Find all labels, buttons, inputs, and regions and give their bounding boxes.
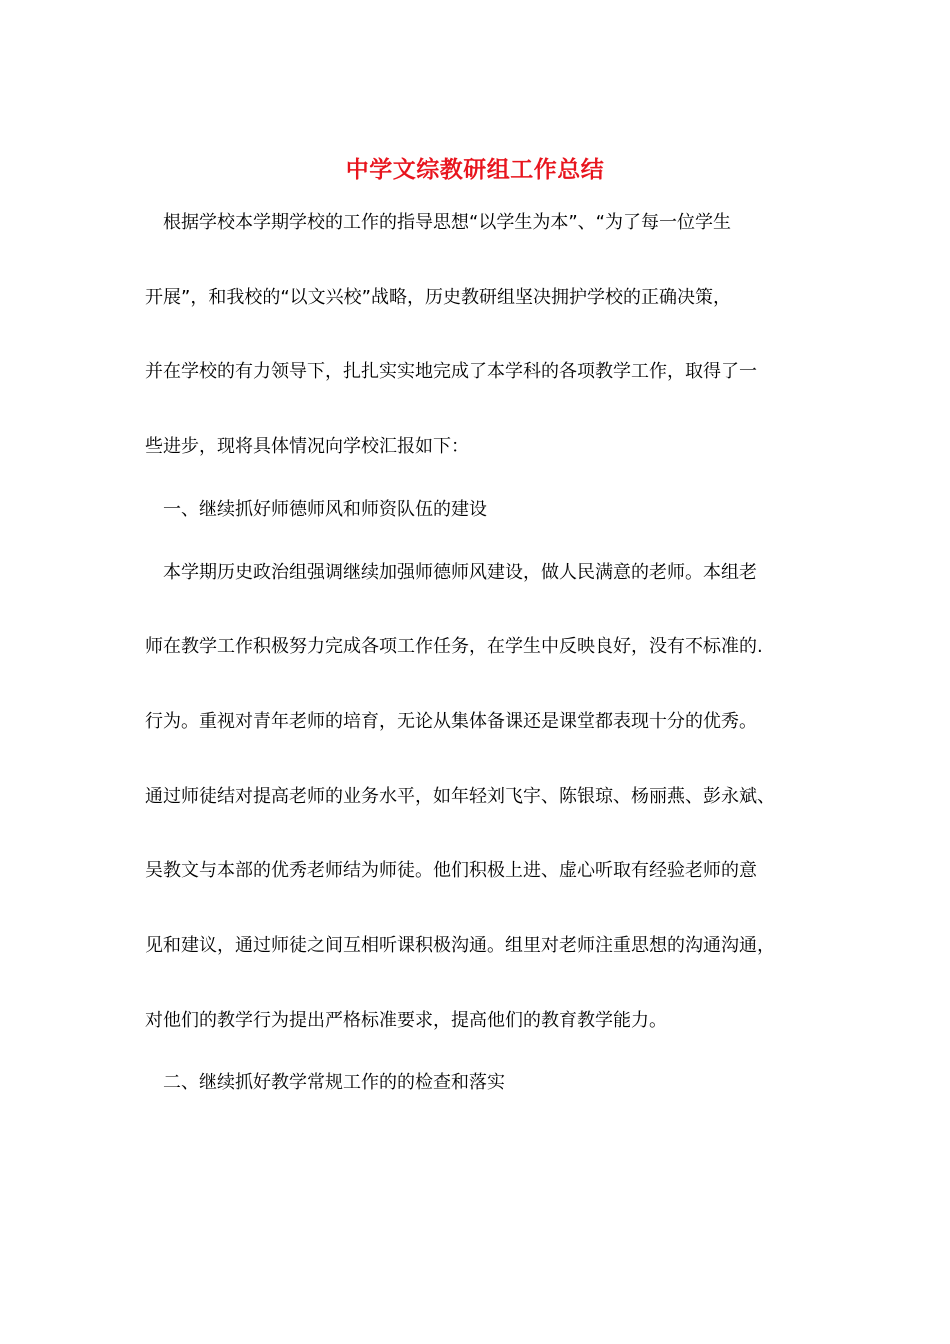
paragraph-1-line-4: 些进步，现将具体情况向学校汇报如下： — [145, 436, 469, 457]
paragraph-2-line-5: 吴教文与本部的优秀老师结为师徒。他们积极上进、虚心听取有经验老师的意 — [145, 860, 757, 881]
paragraph-1-line-2: 开展”，和我校的“以文兴校”战略，历史教研组坚决拥护学校的正确决策， — [145, 287, 731, 308]
section-heading-2: 二、继续抓好教学常规工作的的检查和落实 — [163, 1072, 505, 1093]
paragraph-2-line-4: 通过师徒结对提高老师的业务水平，如年轻刘飞宇、陈银琼、杨丽燕、彭永斌、 — [145, 786, 775, 807]
paragraph-1-line-1: 根据学校本学期学校的工作的指导思想“以学生为本”、“为了每一位学生 — [163, 212, 731, 233]
paragraph-2-line-6: 见和建议，通过师徒之间互相听课积极沟通。组里对老师注重思想的沟通沟通， — [145, 935, 775, 956]
paragraph-2-line-7: 对他们的教学行为提出严格标准要求，提高他们的教育教学能力。 — [145, 1010, 667, 1031]
paragraph-2-line-2: 师在教学工作积极努力完成各项工作任务，在学生中反映良好，没有不标准的. — [145, 636, 763, 657]
paragraph-2-line-3: 行为。重视对青年老师的培育，无论从集体备课还是课堂都表现十分的优秀。 — [145, 711, 757, 732]
document-title: 中学文综教研组工作总结 — [345, 156, 605, 183]
section-heading-1: 一、继续抓好师德师风和师资队伍的建设 — [163, 499, 487, 520]
paragraph-1-line-3: 并在学校的有力领导下，扎扎实实地完成了本学科的各项教学工作，取得了一 — [145, 361, 757, 382]
paragraph-2-line-1: 本学期历史政治组强调继续加强师德师风建设，做人民满意的老师。本组老 — [163, 562, 757, 583]
